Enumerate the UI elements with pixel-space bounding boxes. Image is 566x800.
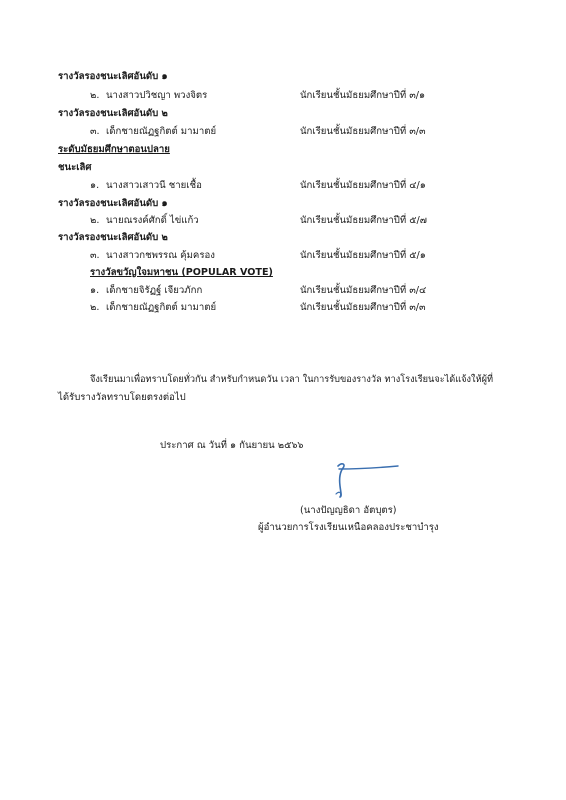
signatory-title: ผู้อำนวยการโรงเรียนเหนือคลองประชาบำรุง (258, 522, 439, 533)
item-number: ๒. (90, 302, 100, 313)
student-name: นางสาวปวิชญา พวงจิตร (106, 90, 208, 101)
item-number: ๒. (90, 90, 100, 101)
student-name: เด็กชายณัฏฐกิตต์ มามาตย์ (106, 302, 217, 313)
student-name: นางสาวกชพรรณ คุ้มครอง (106, 250, 215, 261)
closing-paragraph-line-1: จึงเรียนมาเพื่อทราบโดยทั่วกัน สำหรับกำหนดวัน เวลา ในการรับของรางวัล ทางโรงเรียนจะได้แจ้งให้ผู้ที่ (90, 374, 494, 385)
student-name: เด็กชายจิรัฏฐ์ เจียวภักก (106, 285, 203, 296)
item-number: ๑. (90, 285, 100, 296)
item-number: ๓. (90, 250, 100, 261)
closing-paragraph-line-2: ได้รับรางวัลทราบโดยตรงต่อไป (58, 392, 186, 403)
student-class: นักเรียนชั้นมัธยมศึกษาปีที่ ๓/๑ (300, 90, 426, 101)
item-number: ๑. (90, 180, 100, 191)
heading-popular-vote: รางวัลขวัญใจมหาชน (POPULAR VOTE) (90, 267, 273, 278)
student-class: นักเรียนชั้นมัธยมศึกษาปีที่ ๓/๓ (300, 126, 426, 137)
heading-runner-up-1: รางวัลรองชนะเลิศอันดับ ๑ (58, 71, 168, 82)
student-class: นักเรียนชั้นมัธยมศึกษาปีที่ ๓/๔ (300, 285, 427, 296)
student-name: นายณรงค์ศักดิ์ ไข่แก้ว (106, 215, 199, 226)
student-class: นักเรียนชั้นมัธยมศึกษาปีที่ ๕/๗ (300, 215, 427, 226)
signatory-name: (นางปัญญธิดา อัตบุตร) (300, 505, 397, 516)
heading-runner-up-2: รางวัลรองชนะเลิศอันดับ ๒ (58, 108, 168, 119)
signature-mark (330, 460, 410, 500)
item-number: ๒. (90, 215, 100, 226)
student-name: เด็กชายณัฏฐกิตต์ มามาตย์ (106, 126, 217, 137)
item-number: ๓. (90, 126, 100, 137)
heading-runner-up-1: รางวัลรองชนะเลิศอันดับ ๑ (58, 198, 168, 209)
student-class: นักเรียนชั้นมัธยมศึกษาปีที่ ๔/๑ (300, 180, 426, 191)
student-class: นักเรียนชั้นมัธยมศึกษาปีที่ ๓/๓ (300, 302, 426, 313)
heading-runner-up-2: รางวัลรองชนะเลิศอันดับ ๒ (58, 232, 168, 243)
announcement-date: ประกาศ ณ วันที่ ๑ กันยายน ๒๕๖๖ (160, 440, 304, 451)
heading-winner: ชนะเลิศ (58, 162, 92, 173)
level-heading-senior: ระดับมัธยมศึกษาตอนปลาย (58, 144, 170, 155)
student-name: นางสาวเสาวนี ชายเชื้อ (106, 180, 202, 191)
student-class: นักเรียนชั้นมัธยมศึกษาปีที่ ๕/๑ (300, 250, 426, 261)
